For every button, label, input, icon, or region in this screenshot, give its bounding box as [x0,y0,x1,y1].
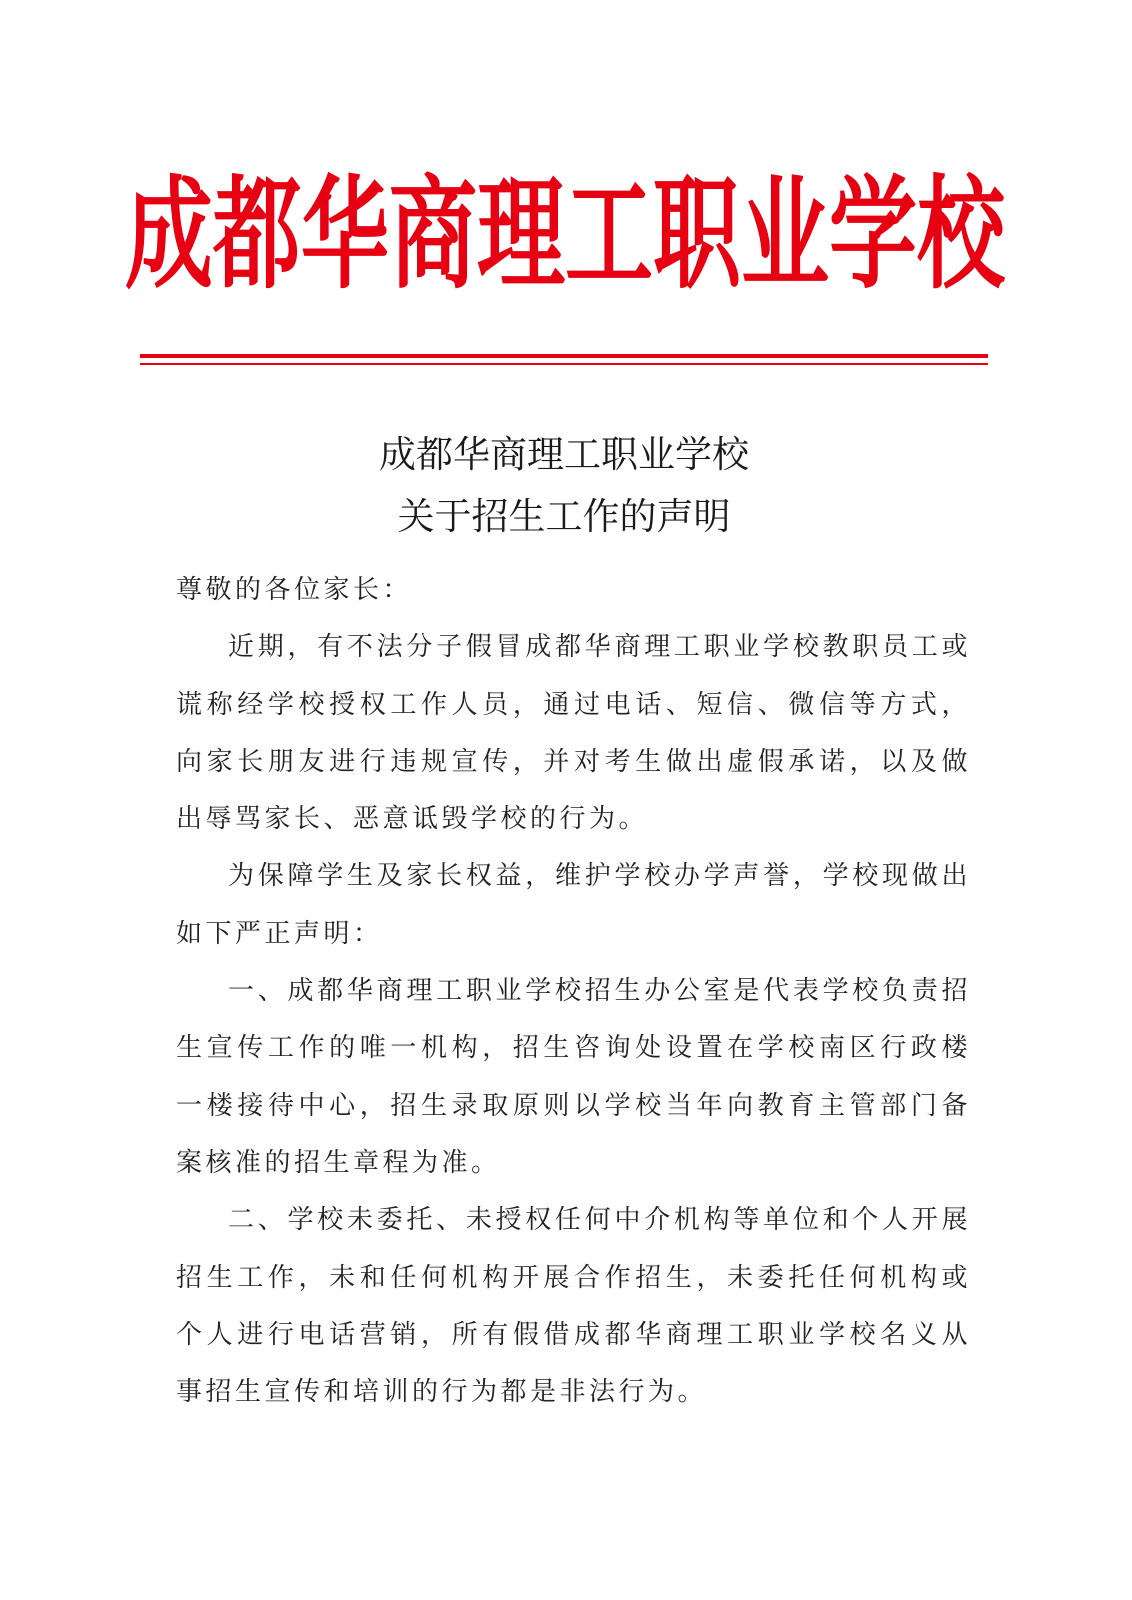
document-title-line-2: 关于招生工作的声明 [397,495,731,538]
document-title-line-1: 成都华商理工职业学校 [379,433,749,476]
letterhead-school-name: 成都华商理工职业学校 [125,163,1006,306]
paragraph-3: 一、成都华商理工职业学校招生办公室是代表学校负责招生宣传工作的唯一机构，招生咨询处设置在学校南区行政楼一楼接待中心，招生录取原则以学校当年向教育主管部门备案核准的招生章程为准。 [176,976,971,1178]
salutation: 尊敬的各位家长： [176,575,413,605]
letterhead-red-rule-thick [140,354,988,358]
paragraph-1: 近期，有不法分子假冒成都华商理工职业学校教职员工或谎称经学校授权工作人员，通过电话、短信、微信等方式，向家长朋友进行违规宣传，并对考生做出虚假承诺，以及做出辱骂家长、恶意诋毁学校的行为。 [176,632,971,835]
paragraph-2: 为保障学生及家长权益，维护学校办学声誉，学校现做出如下严正声明： [176,861,971,949]
letterhead-red-rule-thin [140,363,988,365]
paragraph-4: 二、学校未委托、未授权任何中介机构等单位和个人开展招生工作，未和任何机构开展合作招生，未委托任何机构或个人进行电话营销，所有假借成都华商理工职业学校名义从事招生宣传和培训的行为都是非法行为。 [176,1205,971,1408]
document-body [176,562,971,1421]
